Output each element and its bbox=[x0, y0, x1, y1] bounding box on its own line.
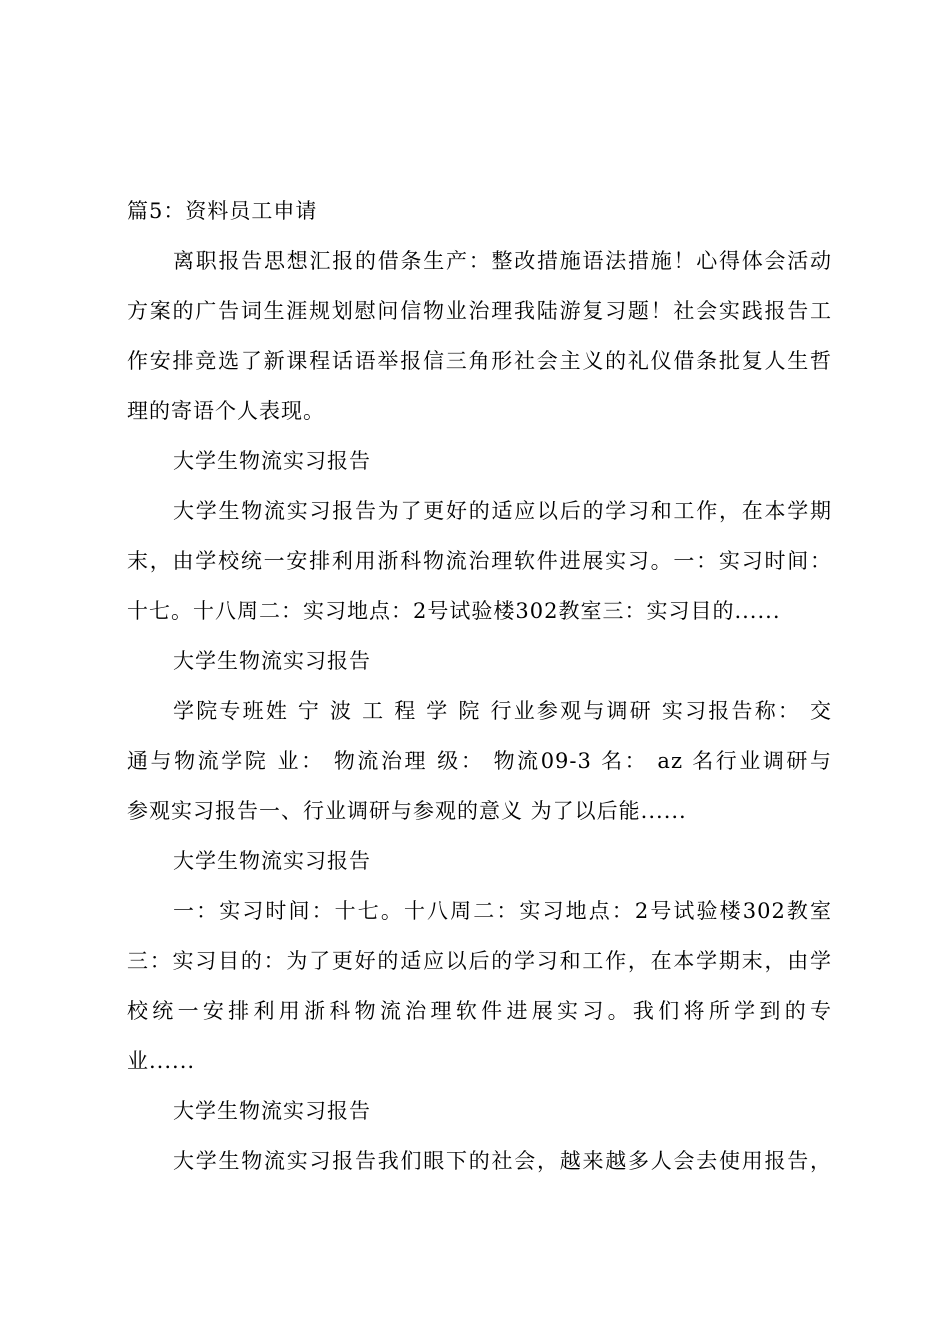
paragraph-line: 方案的广告词生涯规划慰问信物业治理我陆游复习题！社会实践报告工 bbox=[127, 299, 832, 323]
paragraph-line: 离职报告思想汇报的借条生产：整改措施语法措施！心得体会活动 bbox=[173, 249, 832, 273]
paragraph-report-4 bbox=[127, 1136, 832, 1186]
paragraph-line: 一：实习时间：十七。十八周二：实习地点：2号试验楼302教室 bbox=[173, 899, 832, 923]
paragraph-line: 十七。十八周二：实习地点：2号试验楼302教室三：实习目的...... bbox=[127, 599, 781, 623]
paragraph-line: 理的寄语个人表现。 bbox=[127, 399, 325, 423]
paragraph-line: 校统一安排利用浙科物流治理软件进展实习。我们将所学到的专 bbox=[127, 999, 832, 1023]
paragraph-line: 三：实习目的：为了更好的适应以后的学习和工作，在本学期末，由学 bbox=[127, 949, 832, 973]
paragraph-report-1 bbox=[127, 486, 832, 636]
paragraph-line: 大学生物流实习报告我们眼下的社会，越来越多人会去使用报告， bbox=[173, 1149, 832, 1173]
subheading: 大学生物流实习报告 bbox=[173, 849, 371, 873]
paragraph-line: 末，由学校统一安排利用浙科物流治理软件进展实习。一：实习时间： bbox=[127, 549, 832, 573]
paragraph-line: 通与物流学院 业： 物流治理 级： 物流09-3 名： az 名行业调研与 bbox=[127, 749, 832, 773]
paragraph-line: 业...... bbox=[127, 1049, 196, 1073]
section-heading: 篇5：资料员工申请 bbox=[127, 199, 318, 223]
subheading: 大学生物流实习报告 bbox=[173, 1099, 371, 1123]
document-body bbox=[127, 186, 832, 1186]
paragraph-line: 大学生物流实习报告为了更好的适应以后的学习和工作，在本学期 bbox=[173, 499, 832, 523]
paragraph-intro bbox=[127, 236, 832, 436]
paragraph-line: 学院专班姓 宁 波 工 程 学 院 行业参观与调研 实习报告称： 交 bbox=[173, 699, 832, 723]
paragraph-report-3 bbox=[127, 886, 832, 1086]
paragraph-line: 参观实习报告一、行业调研与参观的意义 为了以后能...... bbox=[127, 799, 687, 823]
paragraph-line: 作安排竞选了新课程话语举报信三角形社会主义的礼仪借条批复人生哲 bbox=[127, 349, 832, 373]
subheading: 大学生物流实习报告 bbox=[173, 449, 371, 473]
subheading: 大学生物流实习报告 bbox=[173, 649, 371, 673]
paragraph-report-2 bbox=[127, 686, 832, 836]
